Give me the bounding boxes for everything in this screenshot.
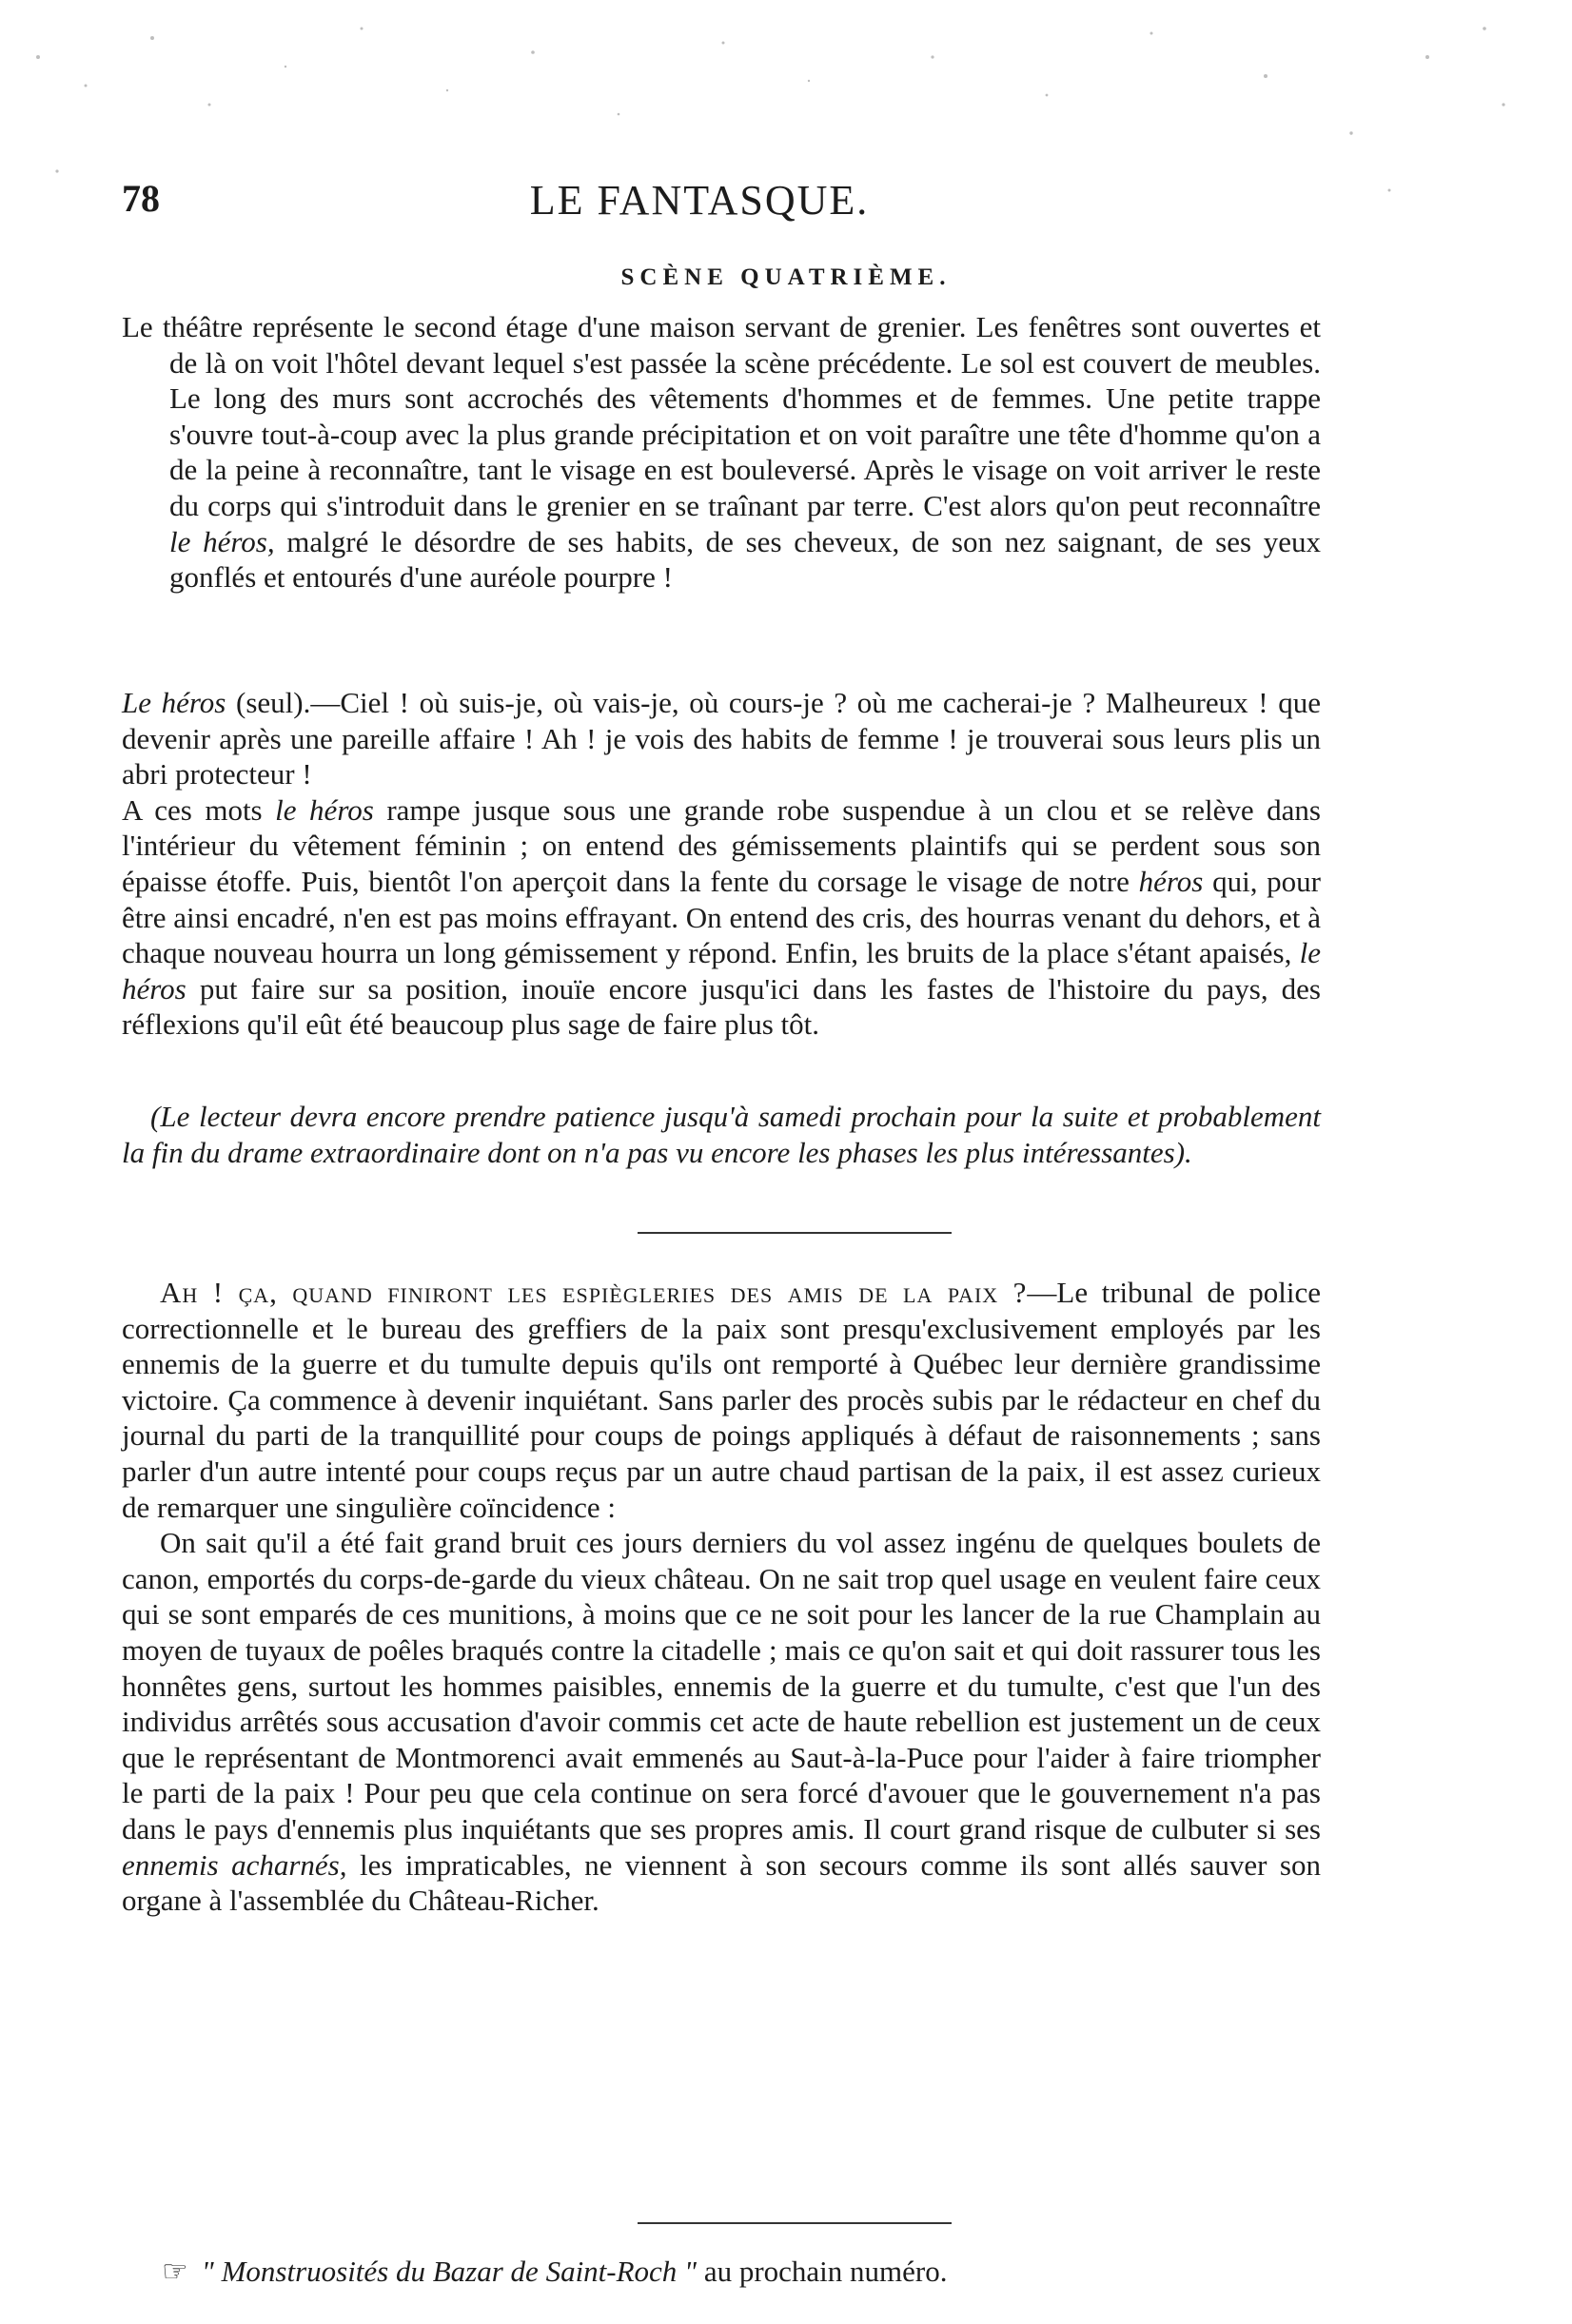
page-header bbox=[114, 176, 1285, 233]
speaker-name: Le héros bbox=[122, 686, 226, 719]
scene-heading: SCÈNE QUATRIÈME. bbox=[620, 264, 952, 290]
article-paragraph: Ah ! ça, quand finiront les espiègleries des amis de la paix ?—Le tribunal de police correctionnelle et le bureau des greffiers de la paix sont presqu'exclusivement employés par les ennemis de la guerre et du tumulte depuis qu'ils ont remporté à Québec leur dernière grandissime victoire. Ça commence à devenir inquiétant. Sans parler des procès subis par le rédacteur en chef du journal du parti de la tranquillité pour coups de poings appliqués à défaut de raisonnements ; sans parler d'un autre intenté pour coups reçus par un autre chaud partisan de la paix, il est assez curieux de remarquer une singulière coïncidence : bbox=[122, 1276, 1321, 1524]
dialogue-block bbox=[122, 685, 1321, 1043]
next-issue-notice: ☞ " Monstruosités du Bazar de Saint-Roch " au prochain numéro. bbox=[162, 2255, 948, 2288]
hero-speech: Le héros (seul).—Ciel ! où suis-je, où vais-je, où cours-je ? où me cacherai-je ? Malheureux ! que devenir après une pareille affaire ! Ah ! je vois des habits de femme ! je trouverai sous leurs plis un abri protecteur ! bbox=[122, 686, 1321, 791]
running-title: LE FANTASQUE. bbox=[529, 177, 870, 224]
editor-note-text: (Le lecteur devra encore prendre patience jusqu'à samedi prochain pour la suite et probablement la fin du drame extraordinaire dont on n'a pas vu encore les phases les plus intéressantes). bbox=[122, 1100, 1321, 1169]
stage-direction-text: Le théâtre représente le second étage d'une maison servant de grenier. Les fenêtres sont ouvertes et de là on voit l'hôtel devant lequel s'est passée la scène précédente. Le sol est couvert de meubles. Le long des murs sont accrochés des vêtements d'hommes et de femmes. Une petite trappe s'ouvre tout-à-coup avec la plus grande précipitation et on voit paraître une tête d'homme qu'on a de la peine à reconnaître, tant le visage en est bouleversé. Après le visage on voit arriver le reste du corps qui s'introduit dans le grenier en se traînant par terre. C'est alors qu'on peut reconnaître le héros, malgré le désordre de ses habits, de ses cheveux, de son nez saignant, de ses yeux gonflés et entourés d'une auréole pourpre ! bbox=[122, 310, 1322, 595]
section-divider bbox=[638, 1232, 952, 1234]
stage-action: A ces mots le héros rampe jusque sous une grande robe suspendue à un clou et se relève dans l'intérieur du vêtement féminin ; on entend des gémissements plaintifs qui se perdent sous son épaisse étoffe. Puis, bientôt l'on aperçoit dans la fente du corsage le visage de notre héros qui, pour être ainsi encadré, n'en est pas moins effrayant. On entend des cris, des hourras venant du dehors, et à chaque nouveau hourra un long gémissement y répond. Enfin, les bruits de la place s'étant apaisés, le héros put faire sur sa position, inouïe encore jusqu'ici dans les fastes de l'histoire du pays, des réflexions qu'il eût été beaucoup plus sage de faire plus tôt. bbox=[122, 792, 1321, 1042]
page-number: 78 bbox=[122, 177, 160, 220]
pointing-hand-icon: ☞ bbox=[162, 2255, 188, 2288]
article-paragraph: On sait qu'il a été fait grand bruit ces jours derniers du vol assez ingénu de quelques boulets de canon, emportés du corps-de-garde du vieux château. On ne sait trop quel usage en veulent faire ceux qui se sont emparés de ces munitions, à moins que ce ne soit pour les lancer de la rue Champlain au moyen de tuyaux de poêles braqués contre la citadelle ; mais ce qu'on sait et qui doit rassurer tous les honnêtes gens, surtout les hommes paisibles, ennemis de la guerre et du tumulte, c'est que l'un des individus arrêtés sous accusation d'avoir commis cet acte de haute rebellion est justement un de ceux que le représentant de Montmorenci avait emmenés au Saut-à-la-Puce pour l'aider à faire triompher le parti de la paix ! Pour peu que cela continue on sera forcé d'avouer que le gouvernement n'a pas dans le pays d'ennemis plus inquiétants que ses propres amis. Il court grand risque de culbuter si ses ennemis acharnés, les impraticables, ne viennent à son secours comme ils sont allés sauver son organe à l'assemblée du Château-Richer. bbox=[122, 1526, 1321, 1918]
article bbox=[122, 1275, 1321, 1919]
editor-note bbox=[122, 1099, 1321, 1170]
stage-direction bbox=[122, 309, 1321, 596]
article-lead: Ah ! ça, quand finiront les espiègleries des amis de la paix ? bbox=[160, 1276, 1028, 1309]
next-issue-title: " Monstruosités du Bazar de Saint-Roch " bbox=[201, 2255, 698, 2288]
section-divider bbox=[638, 2222, 952, 2224]
